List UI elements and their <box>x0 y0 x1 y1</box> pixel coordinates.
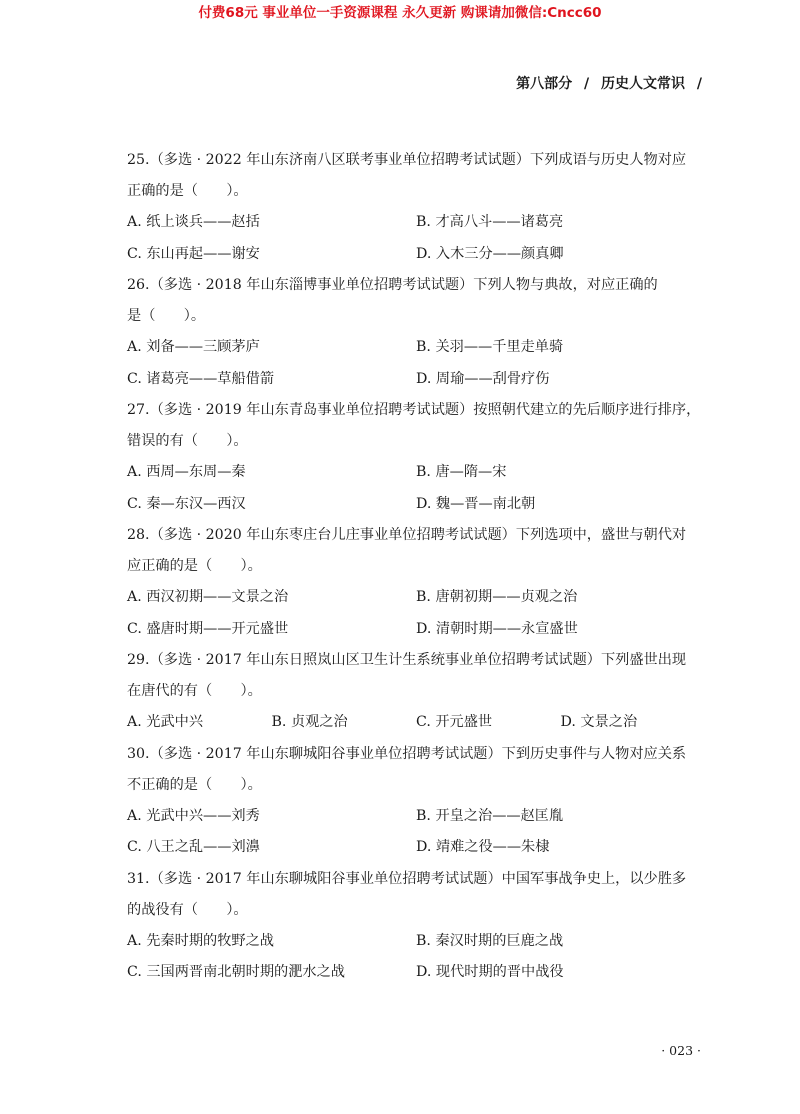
option-c: C. 开元盛世 <box>416 714 493 730</box>
question-stem <box>127 520 705 582</box>
option-list <box>127 207 705 270</box>
option-b: B. 唐—隋—宋 <box>416 464 507 480</box>
option-b: B. 秦汉时期的巨鹿之战 <box>416 932 564 949</box>
question-stem-line: 30.（多选 · 2017 年山东聊城阳谷事业单位招聘考试试题）下到历史事件与人物对应关系 <box>127 745 687 762</box>
question-stem-line: 25.（多选 · 2022 年山东济南八区联考事业单位招聘考试试题）下列成语与历史人物对应 <box>127 152 687 168</box>
option-list <box>127 582 705 645</box>
question-stem <box>127 645 705 707</box>
option-a: A. 刘备——三顾茅庐 <box>127 339 260 355</box>
question-27 <box>127 395 705 520</box>
option-c: C. 诸葛亮——草船借箭 <box>127 370 275 387</box>
option-a: A. 西周—东周—秦 <box>127 464 246 480</box>
question-31 <box>127 864 705 989</box>
question-30 <box>127 739 705 864</box>
option-b: B. 开皇之治——赵匡胤 <box>416 807 564 824</box>
option-c: C. 三国两晋南北朝时期的淝水之战 <box>127 964 345 980</box>
question-28 <box>127 520 705 645</box>
option-d: D. 文景之治 <box>560 714 638 730</box>
option-c: C. 东山再起——谢安 <box>127 245 260 262</box>
option-b: B. 才高八斗——诸葛亮 <box>416 214 564 230</box>
question-stem-line: 在唐代的有（ ）。 <box>127 683 262 699</box>
option-c: C. 盛唐时期——开元盛世 <box>127 620 289 637</box>
question-stem-line: 26.（多选 · 2018 年山东淄博事业单位招聘考试试题）下列人物与典故，对应正确的 <box>127 277 658 293</box>
option-b: B. 贞观之治 <box>271 714 348 730</box>
question-stem-line: 错误的有（ ）。 <box>127 433 248 449</box>
question-stem-line: 的战役有（ ）。 <box>127 901 248 918</box>
option-list <box>127 707 705 739</box>
option-a: A. 光武中兴——刘秀 <box>127 807 260 824</box>
question-stem <box>127 270 705 332</box>
question-stem-line: 正确的是（ ）。 <box>127 183 248 199</box>
option-b: B. 关羽——千里走单骑 <box>416 339 564 355</box>
question-25 <box>127 145 705 270</box>
question-list <box>127 145 705 989</box>
question-stem <box>127 145 705 207</box>
option-list <box>127 457 705 520</box>
option-d: D. 清朝时期——永宣盛世 <box>416 620 578 637</box>
question-stem-line: 不正确的是（ ）。 <box>127 776 262 793</box>
question-stem-line: 27.（多选 · 2019 年山东青岛事业单位招聘考试试题）按照朝代建立的先后顺序进行排序， <box>127 402 701 418</box>
option-d: D. 魏—晋—南北朝 <box>416 495 536 512</box>
question-stem <box>127 395 705 457</box>
option-list <box>127 926 705 989</box>
page-number: · 023 · <box>661 1043 701 1058</box>
question-29 <box>127 645 705 739</box>
question-stem-line: 是（ ）。 <box>127 308 206 324</box>
question-stem-line: 31.（多选 · 2017 年山东聊城阳谷事业单位招聘考试试题）中国军事战争史上，以少胜多 <box>127 870 687 887</box>
question-stem <box>127 739 705 801</box>
question-stem-line: 29.（多选 · 2017 年山东日照岚山区卫生计生系统事业单位招聘考试试题）下列盛世出现 <box>127 652 687 668</box>
option-b: B. 唐朝初期——贞观之治 <box>416 589 578 605</box>
question-26 <box>127 270 705 395</box>
option-d: D. 周瑜——刮骨疗伤 <box>416 370 550 387</box>
question-stem-line: 28.（多选 · 2020 年山东枣庄台儿庄事业单位招聘考试试题）下列选项中，盛世与朝代对 <box>127 527 687 543</box>
header-slash-left: / <box>584 76 590 92</box>
option-a: A. 纸上谈兵——赵括 <box>127 214 260 230</box>
option-a: A. 光武中兴 <box>127 714 204 730</box>
part-label: 第八部分 <box>516 76 573 92</box>
option-list <box>127 801 705 864</box>
option-a: A. 西汉初期——文景之治 <box>127 589 289 605</box>
watermark-banner: 付费68元 事业单位一手资源课程 永久更新 购课请加微信:Cncc60 <box>198 5 602 21</box>
question-stem <box>127 864 705 926</box>
option-d: D. 入木三分——颜真卿 <box>416 245 564 262</box>
option-c: C. 八王之乱——刘濞 <box>127 839 260 855</box>
option-d: D. 现代时期的晋中战役 <box>416 964 564 980</box>
header-slash-right: / <box>696 76 702 92</box>
section-title: 历史人文常识 <box>601 76 685 92</box>
option-a: A. 先秦时期的牧野之战 <box>127 932 274 949</box>
question-stem-line: 应正确的是（ ）。 <box>127 558 262 574</box>
option-d: D. 靖难之役——朱棣 <box>416 839 550 855</box>
section-header <box>516 74 702 94</box>
option-list <box>127 332 705 395</box>
option-c: C. 秦—东汉—西汉 <box>127 495 246 512</box>
